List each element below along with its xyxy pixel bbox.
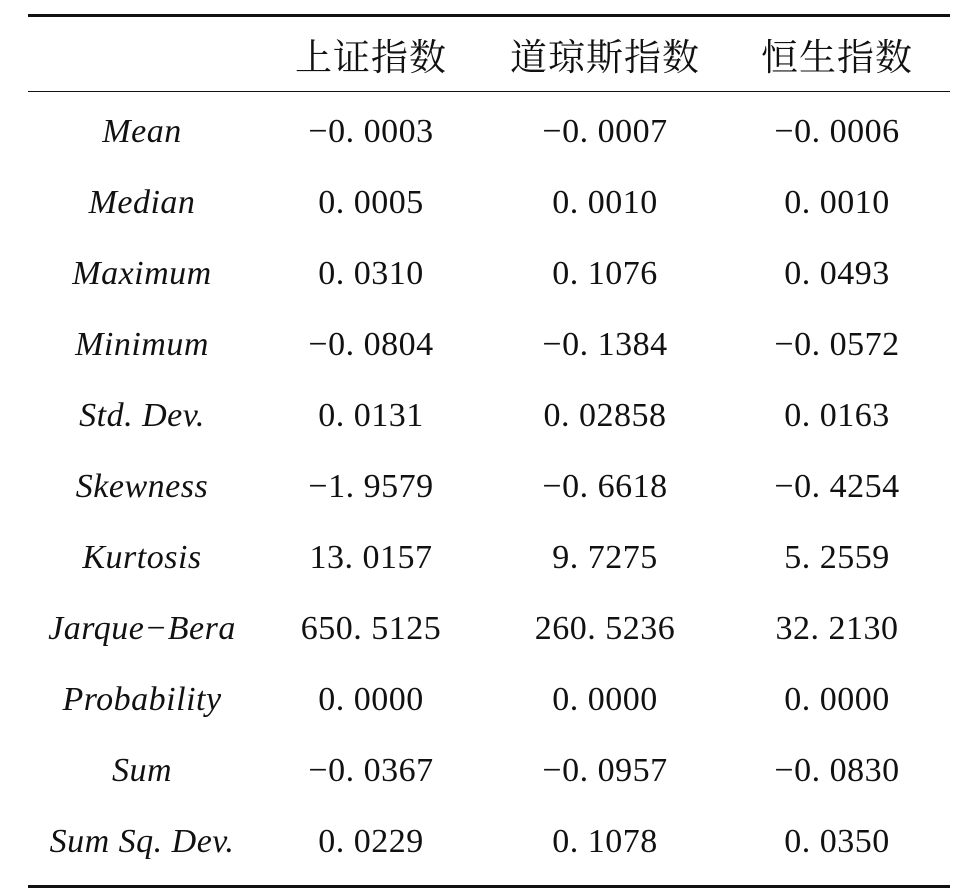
row-label-sum: Sum (111, 751, 173, 789)
cell-value: 0. 0131 (318, 396, 424, 434)
row-label-median: Median (88, 183, 196, 221)
row-label-kurtosis: Kurtosis (82, 538, 202, 576)
cell-value: −0. 0572 (774, 325, 900, 363)
table-row (28, 167, 950, 238)
cell-value: −1. 9579 (308, 467, 434, 505)
cell-value: 13. 0157 (309, 538, 433, 576)
cell-value: 0. 0000 (552, 680, 658, 718)
cell-value: 0. 02858 (543, 396, 667, 434)
cell-value: 9. 7275 (552, 538, 658, 576)
table-row (28, 92, 950, 167)
cell-value: 0. 1078 (552, 822, 658, 860)
row-label-minimum: Minimum (75, 325, 209, 363)
cell-value: 0. 0010 (784, 183, 890, 221)
cell-value: 260. 5236 (534, 609, 676, 647)
cell-value: 5. 2559 (784, 538, 890, 576)
table-row (28, 806, 950, 877)
cell-value: 0. 0000 (318, 680, 424, 718)
cell-value: −0. 0830 (774, 751, 900, 789)
cell-value: −0. 0367 (308, 751, 434, 789)
cell-value: 32. 2130 (775, 609, 899, 647)
row-label-sum-sq-dev: Sum Sq. Dev. (49, 822, 235, 860)
cell-value: 0. 0005 (318, 183, 424, 221)
cell-value: −0. 0804 (308, 325, 434, 363)
cell-value: −0. 4254 (774, 467, 900, 505)
cell-value: 0. 0310 (318, 254, 424, 292)
descriptive-statistics-table (28, 17, 950, 91)
table-row (28, 309, 950, 380)
row-label-std-dev: Std. Dev. (79, 396, 205, 434)
header-hang-seng-index: 恒生指数 (761, 38, 913, 79)
table-row (28, 380, 950, 451)
row-label-probability: Probability (62, 680, 222, 718)
table-row (28, 664, 950, 735)
cell-value: −0. 1384 (542, 325, 668, 363)
table-bottom-rule (28, 885, 950, 888)
cell-value: −0. 0007 (542, 112, 668, 150)
table-row (28, 735, 950, 806)
cell-value: −0. 0006 (774, 112, 900, 150)
cell-value: −0. 0957 (542, 751, 668, 789)
cell-value: 0. 0229 (318, 822, 424, 860)
cell-value: 650. 5125 (300, 609, 442, 647)
header-empty (28, 17, 256, 91)
statistics-table-container (28, 14, 950, 888)
cell-value: 0. 0493 (784, 254, 890, 292)
cell-value: −0. 0003 (308, 112, 434, 150)
row-label-skewness: Skewness (75, 467, 209, 505)
header-dow-jones-index: 道琼斯指数 (510, 38, 700, 79)
table-row (28, 593, 950, 664)
row-label-jarque-bera: Jarque−Bera (48, 609, 236, 647)
cell-value: 0. 0010 (552, 183, 658, 221)
table-row (28, 522, 950, 593)
table-header-row (28, 17, 950, 91)
row-label-maximum: Maximum (72, 254, 212, 292)
descriptive-statistics-body (28, 92, 950, 877)
table-row (28, 238, 950, 309)
table-row (28, 451, 950, 522)
header-shanghai-index: 上证指数 (295, 38, 447, 79)
cell-value: 0. 0163 (784, 396, 890, 434)
cell-value: −0. 6618 (542, 467, 668, 505)
cell-value: 0. 0350 (784, 822, 890, 860)
cell-value: 0. 0000 (784, 680, 890, 718)
cell-value: 0. 1076 (552, 254, 658, 292)
row-label-mean: Mean (102, 112, 182, 150)
